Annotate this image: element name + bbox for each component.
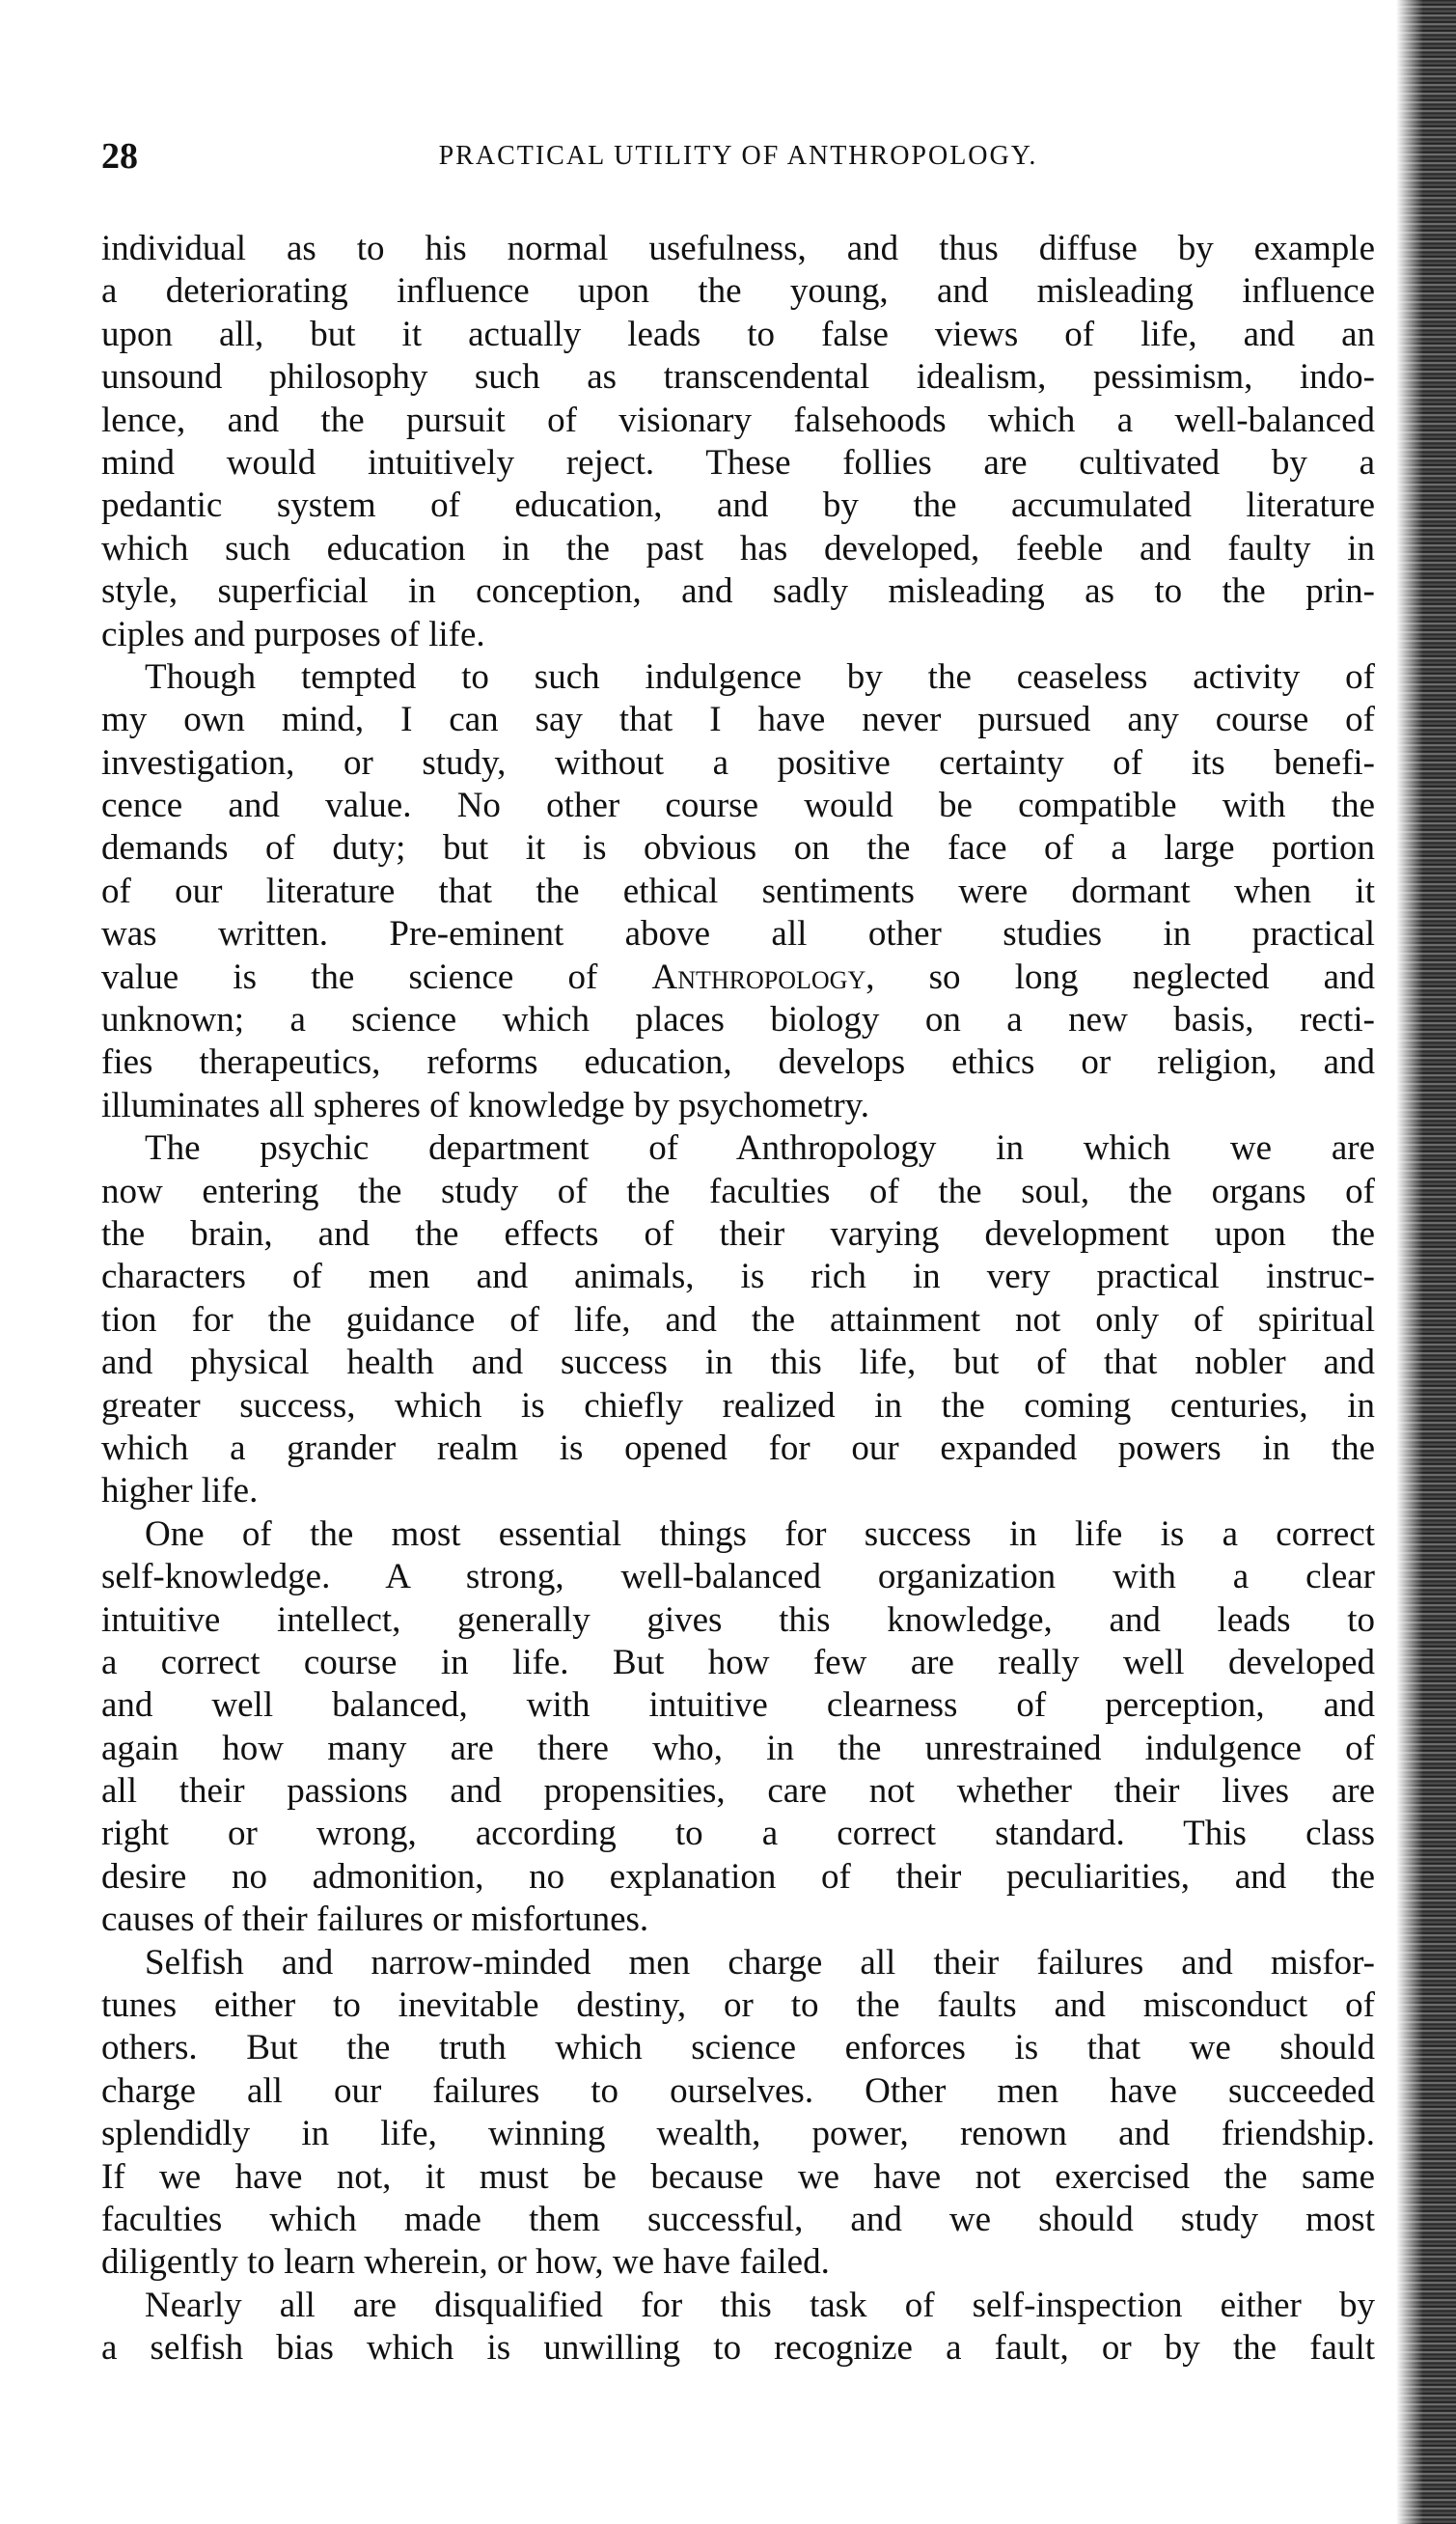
text-line: desire no admonition, no explanation of their peculiarities, and the [101, 1856, 1375, 1897]
text-line: upon all, but it actually leads to false views of life, and an [101, 314, 1375, 354]
paragraph [101, 2285, 1375, 2371]
text-line: demands of duty; but it is obvious on the face of a large portion [101, 828, 1375, 869]
text-line: self-knowledge. A strong, well-balanced organization with a clear [101, 1557, 1375, 1597]
text-line: Though tempted to such indulgence by the ceaseless activity of [145, 656, 1375, 697]
text-line: splendidly in life, winning wealth, power, renown and friendship. [101, 2114, 1375, 2154]
text-line: If we have not, it must be because we have not exercised the same [101, 2156, 1375, 2197]
text-line: investigation, or study, without a positive certainty of its benefi- [101, 742, 1375, 783]
text-line: all their passions and propensities, care not whether their lives are [101, 1771, 1375, 1812]
text-line: cence and value. No other course would be compatible with the [101, 786, 1375, 826]
text-line: pedantic system of education, and by the accumulated literature [101, 485, 1375, 526]
text-line: tion for the guidance of life, and the attainment not only of spiritual [101, 1299, 1375, 1340]
text-line: The psychic department of Anthropology in which we are [145, 1128, 1375, 1169]
scanned-page-edge [1396, 0, 1456, 2524]
page-header [101, 135, 1375, 183]
text-line: my own mind, I can say that I have never pursued any course of [101, 700, 1375, 740]
text-line: intuitive intellect, generally gives this knowledge, and leads to [101, 1599, 1375, 1640]
text-line: which such education in the past has developed, feeble and faulty in [101, 528, 1375, 569]
text-line: others. But the truth which science enforces is that we should [101, 2028, 1375, 2068]
paragraph [101, 228, 1375, 656]
text-line: illuminates all spheres of knowledge by psychometry. [101, 1085, 870, 1125]
text-line: a correct course in life. But how few are really well developed [101, 1642, 1375, 1682]
text-line: Nearly all are disqualified for this task of self-inspection either by [145, 2285, 1375, 2325]
text-line: One of the most essential things for success in life is a correct [145, 1513, 1375, 1554]
text-line: characters of men and animals, is rich in very practical instruc- [101, 1257, 1375, 1297]
text-line: Selfish and narrow-minded men charge all their failures and misfor- [145, 1942, 1375, 1983]
text-line: lence, and the pursuit of visionary falsehoods which a well-balanced [101, 400, 1375, 440]
text-line: was written. Pre-eminent above all other studies in practical [101, 914, 1375, 955]
text-line: individual as to his normal usefulness, and thus diffuse by example [101, 229, 1375, 268]
text-line: diligently to learn wherein, or how, we have failed. [101, 2242, 830, 2283]
text-line: and physical health and success in this life, but of that nobler and [101, 1343, 1375, 1383]
text-line: causes of their failures or misfortunes. [101, 1900, 649, 1940]
text-line: style, superficial in conception, and sadly misleading as to the prin- [101, 571, 1375, 612]
text-line: higher life. [101, 1471, 259, 1512]
text-line: charge all our failures to ourselves. Other men have succeeded [101, 2070, 1375, 2111]
text-line: a deteriorating influence upon the young, and misleading influence [101, 271, 1375, 312]
text-line: ciples and purposes of life. [101, 614, 485, 654]
text-line: greater success, which is chiefly realized in the coming centuries, in [101, 1385, 1375, 1426]
text-line: of our literature that the ethical sentiments were dormant when it [101, 871, 1375, 911]
paragraph [101, 656, 1375, 1127]
text-line: now entering the study of the faculties of the soul, the organs of [101, 1171, 1375, 1211]
text-line: fies therapeutics, reforms education, develops ethics or religion, and [101, 1042, 1375, 1083]
text-line: right or wrong, according to a correct standard. This class [101, 1814, 1375, 1854]
text-line: tunes either to inevitable destiny, or to the faults and misconduct of [101, 1985, 1375, 2026]
text-line: mind would intuitively reject. These follies are cultivated by a [101, 442, 1375, 483]
page-body [101, 228, 1375, 2371]
paragraph [101, 1127, 1375, 1513]
text-line: value is the science of Anthropology, so long neglected and [101, 957, 1375, 997]
text-line: the brain, and the effects of their varying development upon the [101, 1213, 1375, 1254]
paragraph [101, 1513, 1375, 1942]
paragraph [101, 1942, 1375, 2285]
running-title: PRACTICAL UTILITY OF ANTHROPOLOGY. [438, 141, 1038, 171]
text-line: again how many are there who, in the unrestrained indulgence of [101, 1728, 1375, 1768]
text-line: which a grander realm is opened for our expanded powers in the [101, 1428, 1375, 1468]
text-line: unsound philosophy such as transcendental idealism, pessimism, indo- [101, 357, 1375, 398]
text-line: a selfish bias which is unwilling to recognize a fault, or by the fault [101, 2328, 1375, 2369]
text-line: faculties which made them successful, and we should study most [101, 2199, 1375, 2239]
text-line: and well balanced, with intuitive clearness of perception, and [101, 1685, 1375, 1726]
text-line: unknown; a science which places biology on a new basis, recti- [101, 1000, 1375, 1040]
small-caps-term: Anthropology [651, 957, 866, 997]
page-number: 28 [101, 136, 138, 177]
